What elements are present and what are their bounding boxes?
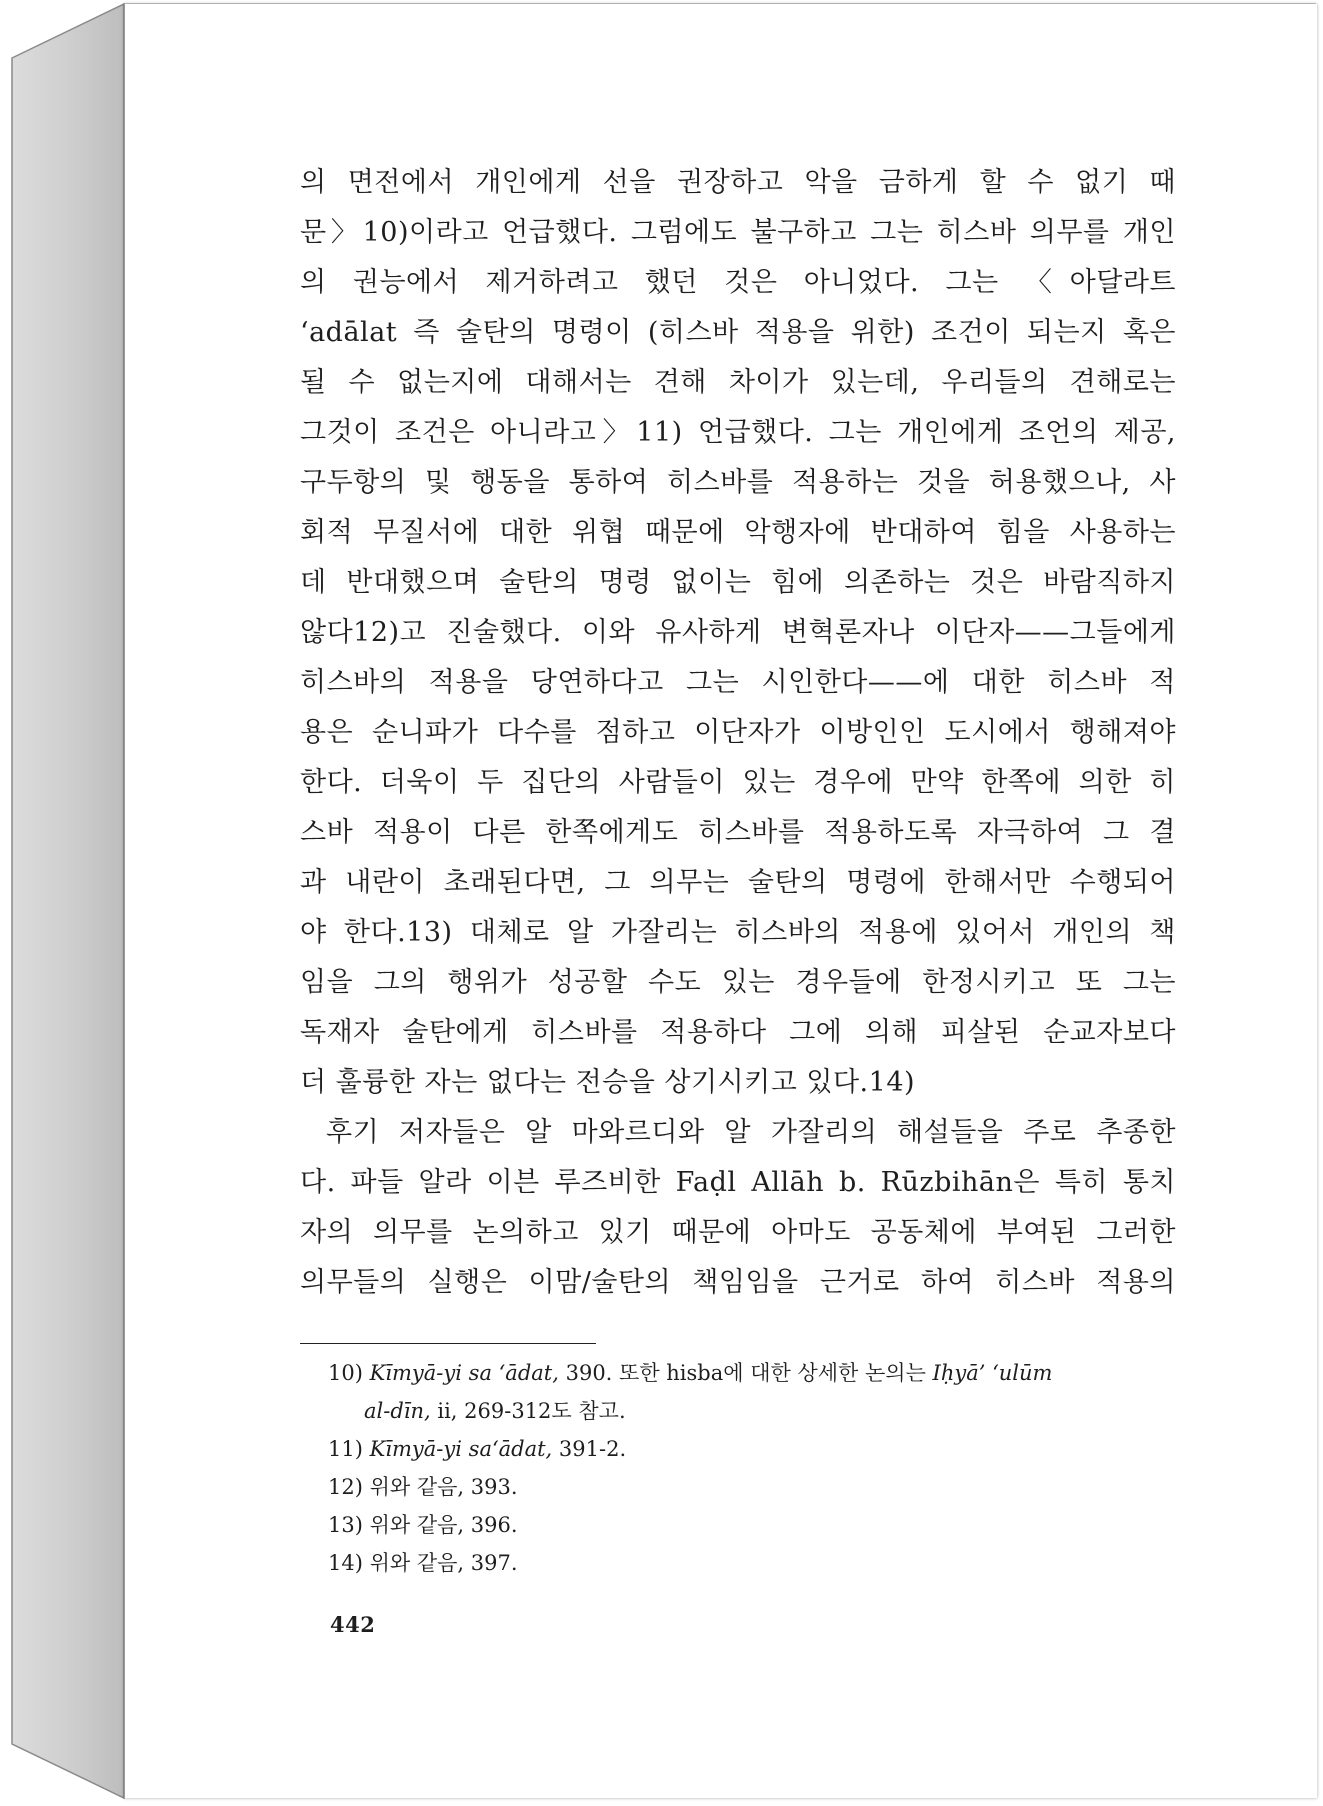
- text-line: 의 면전에서 개인에게 선을 권장하고 악을 금하게 할 수 없기 때: [300, 167, 1176, 198]
- text-line: 독재자 술탄에게 히스바를 적용하다 그에 의해 피살된 순교자보다: [300, 1017, 1176, 1048]
- footnote-number: 11): [328, 1437, 363, 1461]
- footnote-title: Kīmyā-yi sa‘ādat,: [369, 1437, 553, 1461]
- footnote-number: 10): [328, 1361, 363, 1385]
- text-line: 후기 저자들은 알 마와르디와 알 가잘리의 해설들을 주로 추종한: [326, 1117, 1176, 1148]
- footnote-text: 위와 같음, 397.: [369, 1551, 518, 1575]
- footnote-number: 12): [328, 1475, 363, 1499]
- text-line: 의무들의 실행은 이맘/술탄의 책임임을 근거로 하여 히스바 적용의: [300, 1267, 1176, 1298]
- footnote-text: ii, 269-312도 참고.: [430, 1399, 626, 1423]
- page-number: 442: [330, 1612, 376, 1637]
- footnote-text: 위와 같음, 393.: [369, 1475, 518, 1499]
- footnotes: [328, 1354, 1178, 1582]
- text-line: 야 한다.13) 대체로 알 가잘리는 히스바의 적용에 있어서 개인의 책: [300, 917, 1176, 948]
- footnote-text: 위와 같음, 396.: [369, 1513, 518, 1537]
- text-line: 더 훌륭한 자는 없다는 전승을 상기시키고 있다.14): [300, 1067, 916, 1098]
- footnote-number: 13): [328, 1513, 363, 1537]
- text-line: 스바 적용이 다른 한쪽에게도 히스바를 적용하도록 자극하여 그 결: [300, 817, 1176, 848]
- text-line: 용은 순니파가 다수를 점하고 이단자가 이방인인 도시에서 행해져야: [300, 717, 1176, 748]
- footnote-text: 390. 또한 hisba에 대한 상세한 논의는: [558, 1361, 933, 1385]
- footnote-title: al-dīn,: [364, 1399, 431, 1423]
- footnote-number: 14): [328, 1551, 363, 1575]
- text-line: 한다. 더욱이 두 집단의 사람들이 있는 경우에 만약 한쪽에 의한 히: [300, 767, 1176, 798]
- footnote-14: [328, 1544, 1178, 1582]
- text-line: 다. 파들 알라 이븐 루즈비한 Faḍl Allāh b. Rūzbihān은 특히 통치: [300, 1167, 1176, 1198]
- text-line: 될 수 없는지에 대해서는 견해 차이가 있는데, 우리들의 견해로는: [300, 367, 1176, 398]
- text-line: 자의 의무를 논의하고 있기 때문에 아마도 공동체에 부여된 그러한: [300, 1217, 1176, 1248]
- footnote-11: [328, 1430, 1178, 1468]
- text-line: 그것이 조건은 아니라고〉11) 언급했다. 그는 개인에게 조언의 제공,: [300, 417, 1176, 448]
- text-line: 문〉10)이라고 언급했다. 그럼에도 불구하고 그는 히스바 의무를 개인: [300, 217, 1176, 248]
- footnote-10: [328, 1354, 1178, 1392]
- footnote-12: [328, 1468, 1178, 1506]
- text-line: ‘adālat 즉 술탄의 명령이 (히스바 적용을 위한) 조건이 되는지 혹은: [300, 317, 1176, 348]
- text-line: 임을 그의 행위가 성공할 수도 있는 경우들에 한정시키고 또 그는: [300, 967, 1176, 998]
- body-text: [300, 158, 1176, 1308]
- text-line: 구두항의 및 행동을 통하여 히스바를 적용하는 것을 허용했으나, 사: [300, 467, 1176, 498]
- footnote-title: Iḥyā’ ‘ulūm: [932, 1361, 1053, 1385]
- footnote-13: [328, 1506, 1178, 1544]
- text-line: 히스바의 적용을 당연하다고 그는 시인한다——에 대한 히스바 적: [300, 667, 1176, 698]
- text-line: 의 권능에서 제거하려고 했던 것은 아니었다. 그는 〈아달라트: [300, 267, 1176, 298]
- text-line: 과 내란이 초래된다면, 그 의무는 술탄의 명령에 한해서만 수행되어: [300, 867, 1176, 898]
- footnote-10-continued: [328, 1392, 1178, 1430]
- text-line: 회적 무질서에 대한 위협 때문에 악행자에 반대하여 힘을 사용하는: [300, 517, 1176, 548]
- footnote-text: 391-2.: [552, 1437, 627, 1461]
- text-line: 않다12)고 진술했다. 이와 유사하게 변혁론자나 이단자——그들에게: [300, 617, 1176, 648]
- footnote-divider: [300, 1343, 596, 1344]
- footnote-title: Kīmyā-yi sa ‘ādat,: [369, 1361, 559, 1385]
- text-line: 데 반대했으며 술탄의 명령 없이는 힘에 의존하는 것은 바람직하지: [300, 567, 1176, 598]
